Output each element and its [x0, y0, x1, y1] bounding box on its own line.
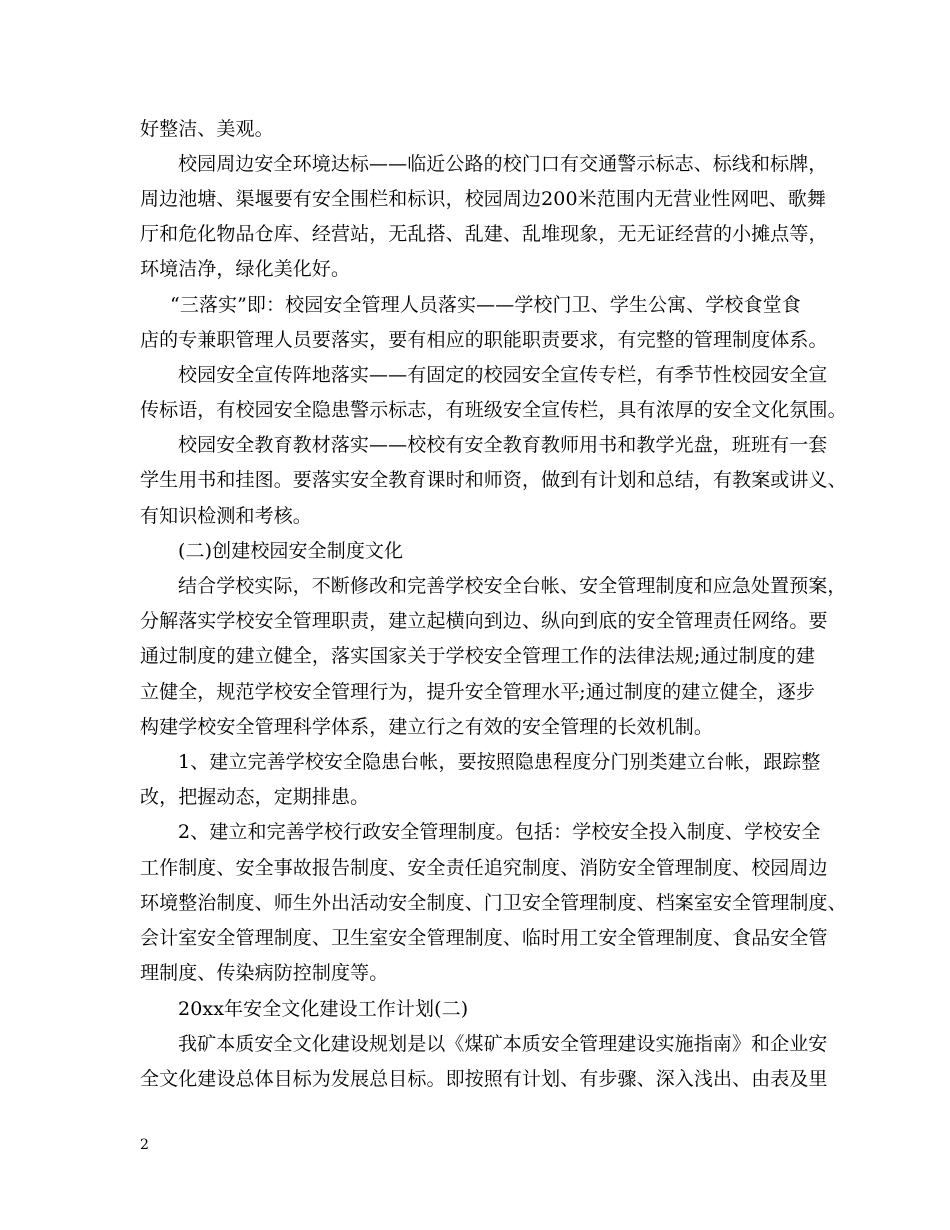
text-line: 校园安全教育教材落实——校校有安全教育教师用书和教学光盘，班班有一套	[178, 434, 828, 456]
text-line: 2、建立和完善学校行政安全管理制度。包括：学校安全投入制度、学校安全	[178, 821, 821, 843]
text-line: 构建学校安全管理科学体系，建立行之有效的安全管理的长效机制。	[140, 716, 714, 738]
text-line: 通过制度的建立健全，落实国家关于学校安全管理工作的法律法规;通过制度的建	[140, 645, 816, 667]
text-line: “三落实”即：校园安全管理人员落实——学校门卫、学生公寓、学校食堂食	[170, 294, 801, 316]
text-line: 校园安全宣传阵地落实——有固定的校园安全宣传专栏，有季节性校园安全宣	[178, 364, 828, 386]
text-line: 工作制度、安全事故报告制度、安全责任追究制度、消防安全管理制度、校园周边	[140, 857, 828, 879]
text-line: 分解落实学校安全管理职责，建立起横向到边、纵向到底的安全管理责任网络。要	[140, 610, 828, 632]
text-line: 学生用书和挂图。要落实安全教育课时和师资，做到有计划和总结，有教案或讲义、	[140, 469, 847, 491]
text-line: 环境洁净，绿化美化好。	[140, 258, 351, 280]
text-line: 会计室安全管理制度、卫生室安全管理制度、临时用工安全管理制度、食品安全管	[140, 927, 828, 949]
text-line: 校园周边安全环境达标——临近公路的校门口有交通警示标志、标线和标牌，	[178, 153, 828, 175]
page-number: 2	[140, 1137, 149, 1153]
text-line: 理制度、传染病防控制度等。	[140, 962, 389, 984]
text-line: 改，把握动态，定期排患。	[140, 786, 370, 808]
text-line: 好整洁、美观。	[140, 118, 274, 140]
text-line: 店的专兼职管理人员要落实，要有相应的职能职责要求，有完整的管理制度体系。	[140, 329, 828, 351]
text-line: 我矿本质安全文化建设规划是以《煤矿本质安全管理建设实施指南》和企业安	[178, 1033, 828, 1055]
text-line: 传标语，有校园安全隐患警示标志，有班级安全宣传栏，具有浓厚的安全文化氛围。	[140, 399, 847, 421]
text-line: 有知识检测和考核。	[140, 505, 312, 527]
text-line: 结合学校实际，不断修改和完善学校安全台帐、安全管理制度和应急处置预案，	[178, 575, 847, 597]
text-line: 厅和危化物品仓库、经营站，无乱搭、乱建、乱堆现象，无无证经营的小摊点等，	[140, 223, 828, 245]
text-line: 立健全，规范学校安全管理行为，提升安全管理水平;通过制度的建立健全，逐步	[140, 681, 816, 703]
text-line: 周边池塘、渠堰要有安全围栏和标识，校园周边200米范围内无营业性网吧、歌舞	[140, 188, 826, 210]
text-line: 全文化建设总体目标为发展总目标。即按照有计划、有步骤、深入浅出、由表及里	[140, 1068, 828, 1090]
text-line: 1、建立完善学校安全隐患台帐，要按照隐患程度分门别类建立台帐，跟踪整	[178, 751, 821, 773]
section-heading: (二)创建校园安全制度文化	[178, 540, 404, 562]
section-heading: 20xx年安全文化建设工作计划(二)	[178, 998, 469, 1020]
text-line: 环境整治制度、师生外出活动安全制度、门卫安全管理制度、档案室安全管理制度、	[140, 892, 847, 914]
